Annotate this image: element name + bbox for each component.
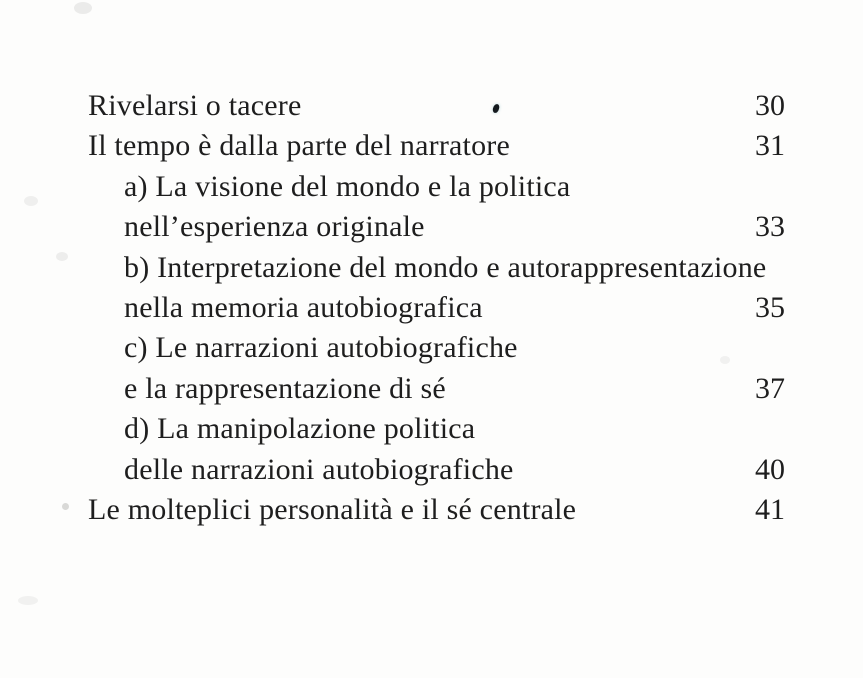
toc-row (0, 409, 863, 449)
toc-row (0, 490, 863, 530)
toc-row (0, 450, 863, 490)
toc-entry-title: nell’esperienza originale (124, 210, 425, 244)
toc-row (0, 126, 863, 166)
toc-row (0, 328, 863, 368)
toc-entry-title: Il tempo è dalla parte del narratore (88, 129, 510, 163)
toc-row (0, 167, 863, 207)
toc-entry-title: nella memoria autobiografica (124, 290, 483, 324)
table-of-contents (0, 86, 863, 530)
toc-row (0, 288, 863, 328)
toc-row (0, 207, 863, 247)
toc-entry-title: Le molteplici personalità e il sé centrale (88, 492, 577, 526)
toc-entry-title: b) Interpretazione del mondo e autorappresentazione (124, 250, 767, 284)
toc-entry-page-number: 31 (755, 129, 785, 163)
toc-row (0, 86, 863, 126)
toc-entry-page-number: 35 (755, 290, 785, 324)
toc-entry-title: d) La manipolazione politica (124, 412, 476, 446)
toc-row (0, 248, 863, 288)
toc-entry-page-number: 41 (755, 492, 785, 526)
toc-entry-page-number: 30 (755, 89, 785, 122)
toc-entry-title: a) La visione del mondo e la politica (124, 169, 571, 203)
scan-smudge (18, 596, 38, 605)
scan-smudge (74, 2, 92, 14)
toc-entry-title: delle narrazioni autobiografiche (124, 452, 514, 486)
toc-entry-title: Rivelarsi o tacere (88, 89, 302, 122)
toc-entry-page-number: 33 (755, 210, 785, 244)
toc-entry-title: e la rappresentazione di sé (124, 371, 446, 405)
toc-entry-title: c) Le narrazioni autobiografiche (124, 331, 518, 365)
toc-row (0, 369, 863, 409)
toc-entry-page-number: 37 (755, 371, 785, 405)
toc-entry-page-number: 40 (755, 452, 785, 486)
